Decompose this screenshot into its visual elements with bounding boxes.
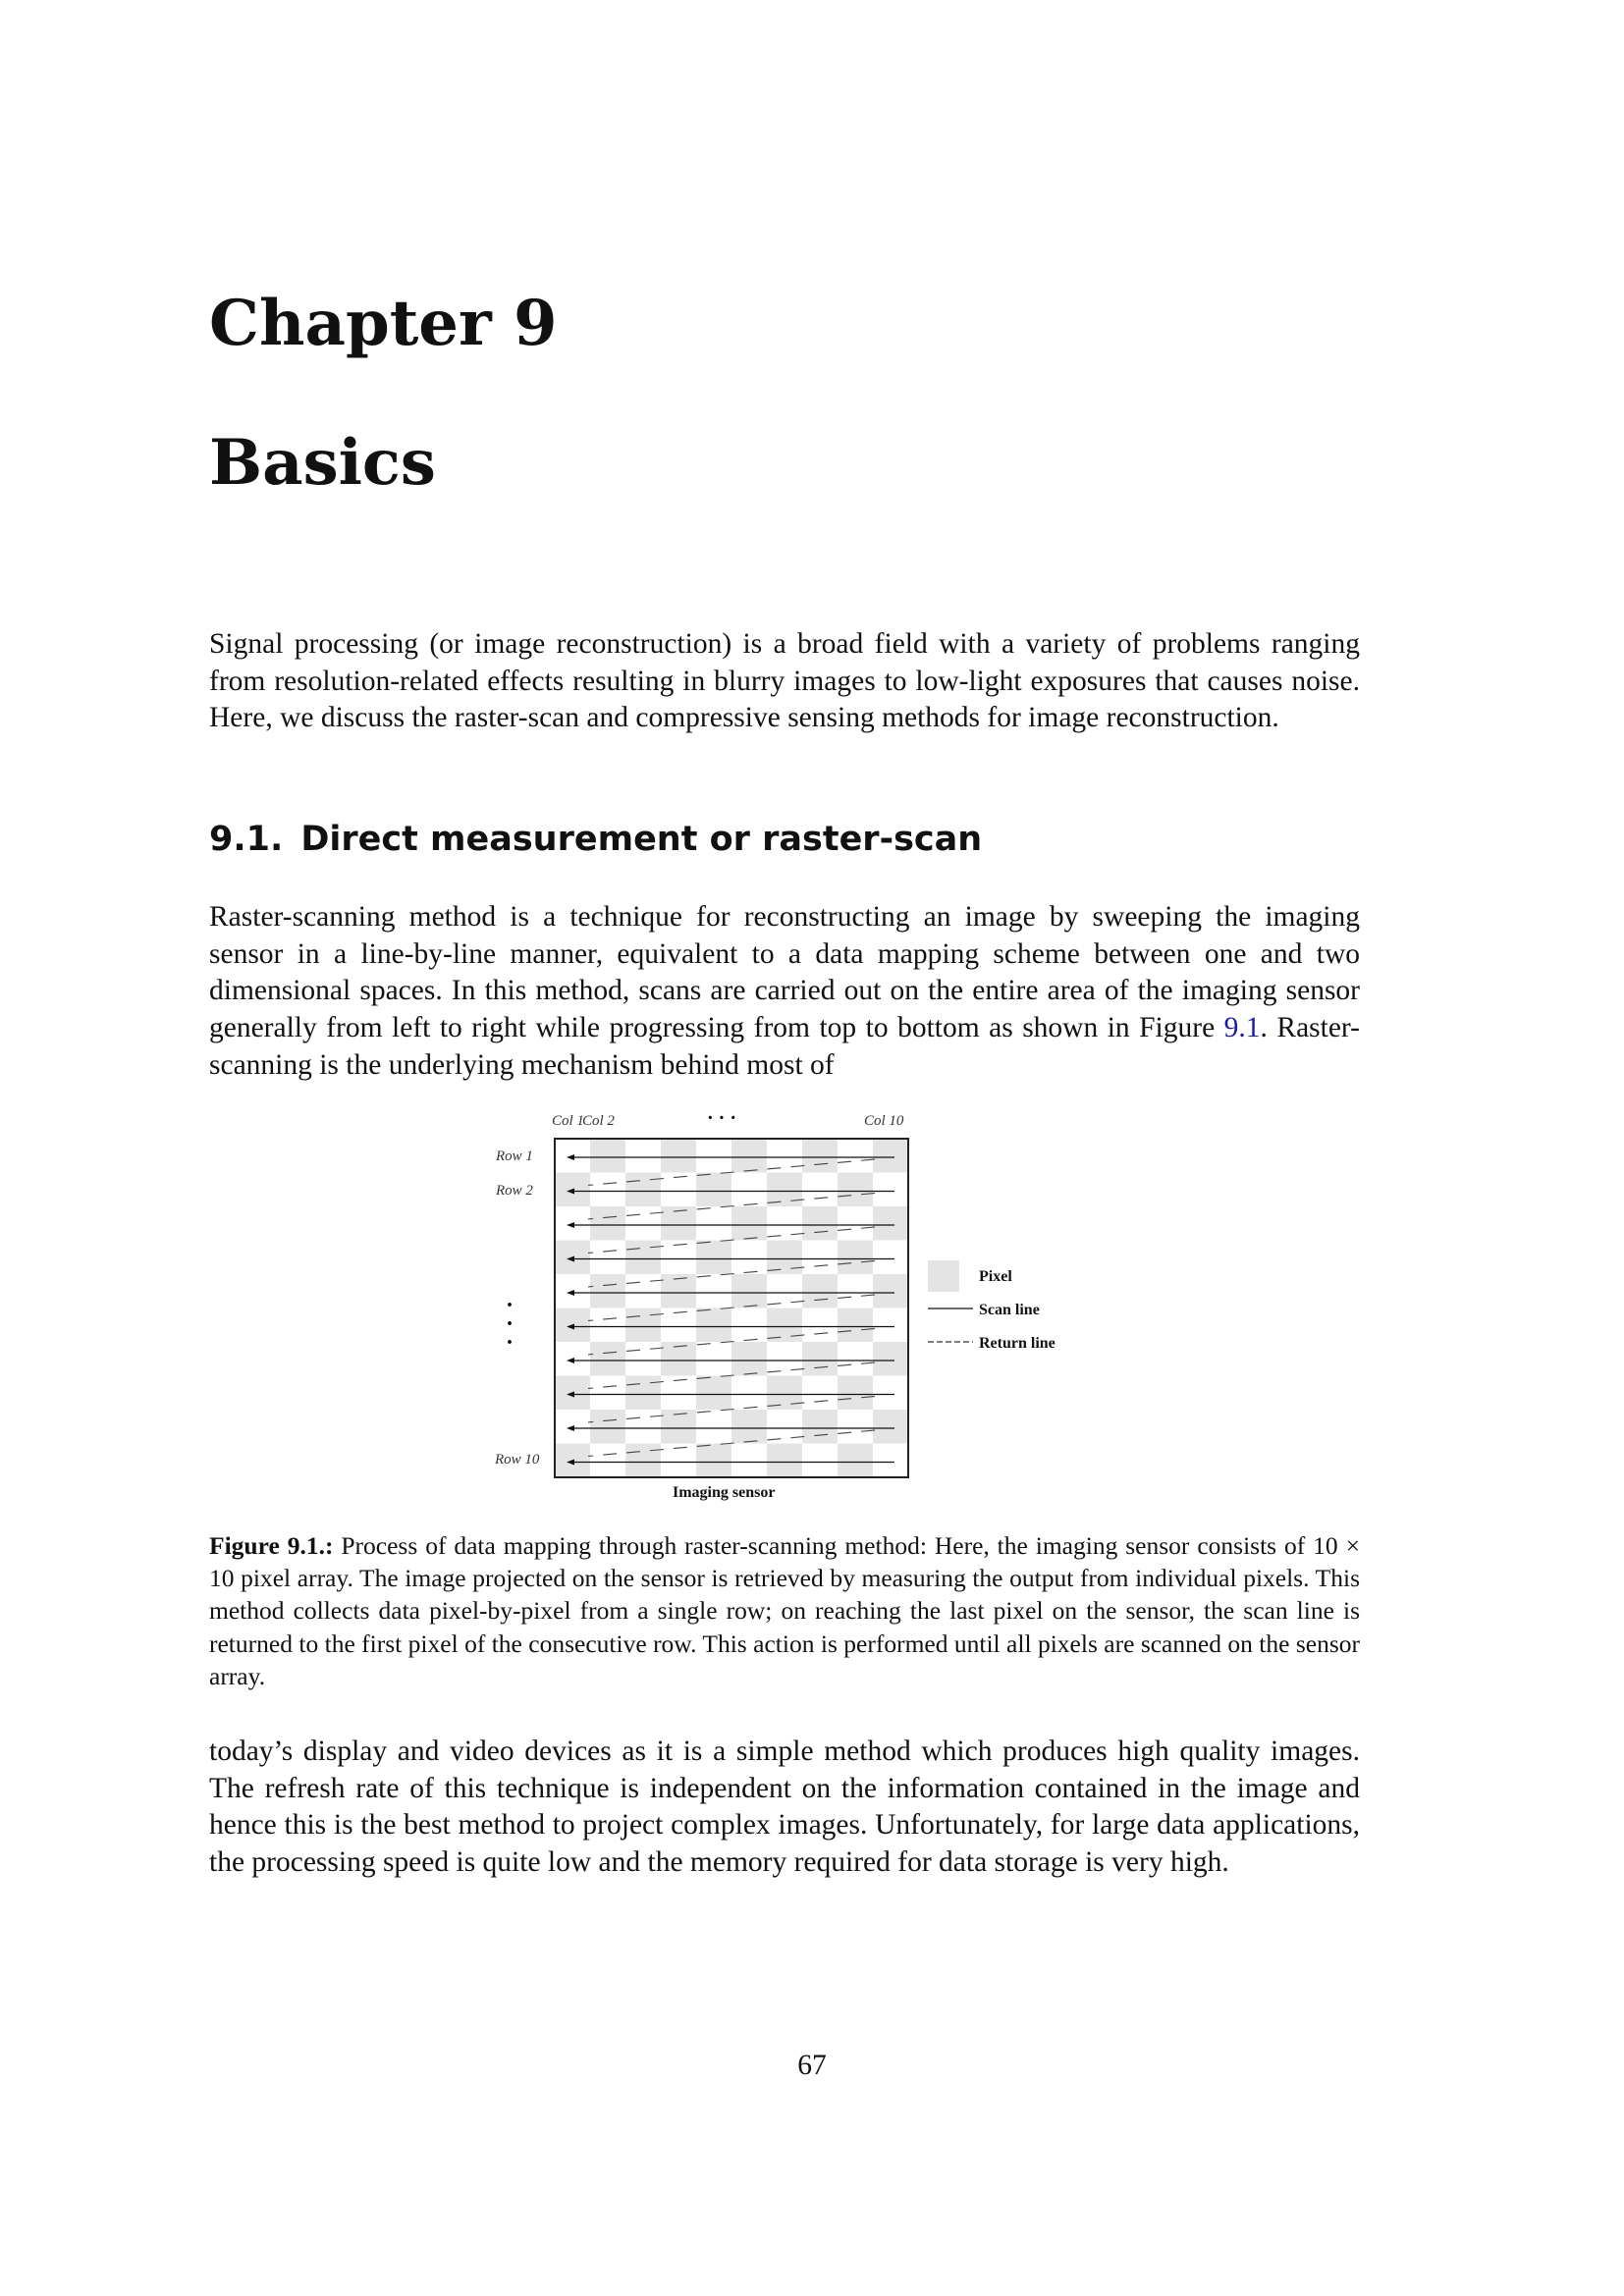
figure-caption [209, 1529, 1360, 1692]
pixel-cell [590, 1274, 625, 1308]
pixel-cell [625, 1444, 661, 1478]
row-ellipsis-3: · [506, 1330, 514, 1356]
pixel-cell [590, 1139, 625, 1173]
intro-paragraph: Signal processing (or image reconstruction) is a broad field with a variety of problems ranging from resolution-related effects resulting in blurry images to low-light exposures that causes noise. Here, we discuss the raster-scan and compressive sensing methods for image reconstruction. [209, 628, 1360, 734]
chapter-title: Basics [209, 426, 436, 500]
pixel-cell [590, 1410, 625, 1444]
pixel-cell [731, 1410, 767, 1444]
raster-paragraph-text: Raster-scanning method is a technique for reconstructing an image by sweeping the imaging sensor in a line-by-line manner, equivalent to a data mapping scheme between one and two dimensional spaces. In this method, scans are carried out on the entire area of the imaging sensor generally from left to right while progressing from top to bottom as shown in Figure [209, 901, 1360, 1044]
pixel-cell [873, 1410, 908, 1444]
raster-scan-diagram [486, 1104, 1095, 1507]
row-label-2: Row 2 [496, 1183, 533, 1199]
scan-line-arrowhead [567, 1154, 574, 1160]
row-ellipsis-1: · [506, 1293, 514, 1318]
pixel-cell [802, 1139, 838, 1173]
scan-line-arrowhead [567, 1222, 574, 1228]
raster-paragraph-tail: . Raster-scanning is the underlying mechanism behind most of [209, 1012, 1360, 1081]
pixel-cell [590, 1206, 625, 1241]
pixel-cell [696, 1241, 731, 1275]
caption-label: Figure 9.1.: [209, 1531, 334, 1560]
figure-reference-link[interactable]: 9.1 [1223, 1012, 1261, 1044]
pixel-cell [838, 1444, 873, 1478]
pixel-cell [661, 1139, 696, 1173]
pixel-cell [802, 1342, 838, 1376]
pixel-cell [873, 1274, 908, 1308]
pixel-cell [731, 1206, 767, 1241]
legend-pixel-label: Pixel [979, 1268, 1012, 1285]
pixel-cell [696, 1308, 731, 1343]
legend-return-line-label: Return line [979, 1335, 1056, 1352]
raster-paragraph [209, 899, 1360, 1085]
col-label-10: Col 10 [864, 1113, 904, 1129]
pixel-cell [767, 1444, 802, 1478]
section-number: 9.1. [209, 820, 284, 859]
pixel-cell [802, 1410, 838, 1444]
row-ellipsis-2: · [506, 1311, 514, 1337]
chapter-label: Chapter 9 [209, 287, 558, 360]
pixel-cell [802, 1274, 838, 1308]
col-label-2: Col 2 [582, 1113, 615, 1129]
pixel-cell [625, 1173, 661, 1207]
pixel-cell [625, 1241, 661, 1275]
section-title: Direct measurement or raster-scan [300, 820, 983, 859]
pixel-cell [838, 1241, 873, 1275]
pixel-cell [767, 1376, 802, 1411]
col-ellipsis: · · · [707, 1107, 737, 1129]
pixel-cell [767, 1241, 802, 1275]
scan-line-arrowhead [567, 1358, 574, 1363]
pixel-cell [590, 1342, 625, 1376]
pixel-cell [625, 1376, 661, 1411]
col-label-1: Col 1 [552, 1113, 584, 1129]
row-label-1: Row 1 [496, 1148, 533, 1164]
raster-scan-figure [486, 1104, 1095, 1507]
page-number: 67 [797, 2050, 827, 2081]
pixel-cell [731, 1342, 767, 1376]
section-heading [209, 820, 983, 859]
pixel-cell [838, 1173, 873, 1207]
pixel-cell [625, 1308, 661, 1343]
pixel-cell [767, 1308, 802, 1343]
scan-line-arrowhead [567, 1290, 574, 1296]
caption-text: Process of data mapping through raster-scanning method: Here, the imaging sensor consists of 10 × 10 pixel array. The image projected on the sensor is retrieved by measuring the output from individual pixels. This method collects data pixel-by-pixel from a single row; on reaching the last pixel on the sensor, the scan line is returned to the first pixel of the consecutive row. This action is performed until all pixels are scanned on the sensor array. [209, 1531, 1360, 1690]
legend-pixel-swatch [928, 1260, 959, 1292]
pixel-cell [873, 1342, 908, 1376]
pixel-cell [731, 1274, 767, 1308]
continuation-paragraph: today’s display and video devices as it is a simple method which produces high quality images. The refresh rate of this technique is independent on the information contained in the image and hence this is the best method to project complex images. Unfortunately, for large data applications, the processing speed is quite low and the memory required for data storage is very high. [209, 1735, 1360, 1879]
scan-line-arrowhead [567, 1425, 574, 1431]
legend-scan-line-label: Scan line [979, 1302, 1040, 1318]
pixel-cell [838, 1308, 873, 1343]
sensor-label: Imaging sensor [673, 1484, 776, 1501]
pixel-cell [873, 1139, 908, 1173]
pixel-cell [802, 1206, 838, 1241]
pixel-cell [696, 1444, 731, 1478]
pixel-cell [873, 1206, 908, 1241]
pixel-cell [696, 1173, 731, 1207]
pixel-cell [838, 1376, 873, 1411]
row-label-10: Row 10 [495, 1452, 540, 1468]
pixel-cell [767, 1173, 802, 1207]
pixel-cell [696, 1376, 731, 1411]
pixel-cell [731, 1139, 767, 1173]
